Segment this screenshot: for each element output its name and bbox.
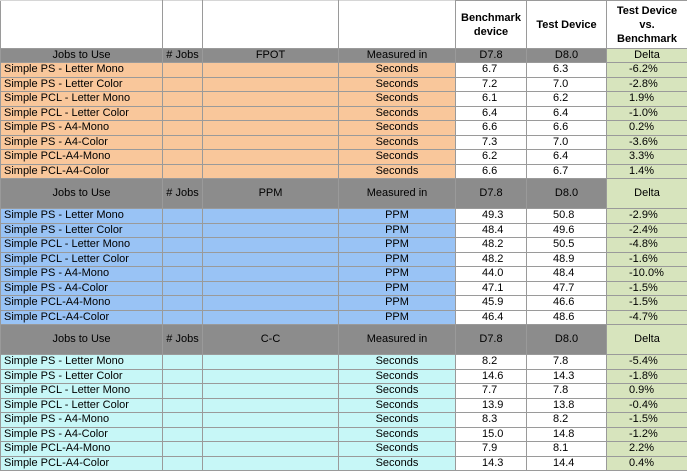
num-jobs-cell[interactable] [163, 252, 203, 267]
num-jobs-cell[interactable] [163, 121, 203, 136]
num-jobs-cell[interactable] [163, 106, 203, 121]
unit-cell[interactable]: Seconds [339, 164, 456, 179]
test-value-cell[interactable]: 47.7 [527, 281, 607, 296]
test-value-cell[interactable]: 7.8 [527, 355, 607, 370]
delta-value-cell[interactable]: 2.2% [607, 442, 687, 457]
test-value-cell[interactable]: 7.0 [527, 77, 607, 92]
jobs-to-use-header[interactable]: Jobs to Use [1, 325, 163, 355]
test-value-cell[interactable]: 6.6 [527, 121, 607, 136]
unit-cell[interactable]: PPM [339, 238, 456, 253]
table-row [1, 223, 687, 238]
num-jobs-cell[interactable] [163, 413, 203, 428]
delta-column-header[interactable]: Delta [607, 49, 687, 63]
unit-cell[interactable]: PPM [339, 281, 456, 296]
job-name-cell[interactable]: Simple PCL - Letter Color [1, 398, 163, 413]
bench-value-cell[interactable]: 47.1 [456, 281, 527, 296]
metric-cell[interactable] [203, 135, 339, 150]
bench-value-cell[interactable]: 7.7 [456, 384, 527, 399]
metric-cell[interactable] [203, 281, 339, 296]
delta-value-cell[interactable]: 0.4% [607, 456, 687, 471]
metric-cell[interactable] [203, 296, 339, 311]
bench-value-cell[interactable]: 7.9 [456, 442, 527, 457]
unit-cell[interactable]: Seconds [339, 106, 456, 121]
table-row [1, 121, 687, 136]
delta-value-cell[interactable]: 1.4% [607, 164, 687, 179]
job-name-cell[interactable]: Simple PS - A4-Mono [1, 413, 163, 428]
unit-cell[interactable]: Seconds [339, 77, 456, 92]
metric-cell[interactable] [203, 355, 339, 370]
unit-cell[interactable]: PPM [339, 209, 456, 224]
metric-header[interactable]: PPM [203, 179, 339, 209]
num-jobs-cell[interactable] [163, 398, 203, 413]
test-value-cell[interactable]: 6.4 [527, 106, 607, 121]
num-jobs-cell[interactable] [163, 77, 203, 92]
section-header-row [1, 49, 687, 63]
unit-cell[interactable]: Seconds [339, 63, 456, 78]
num-jobs-cell[interactable] [163, 310, 203, 325]
delta-value-cell[interactable]: 3.3% [607, 150, 687, 165]
delta-column-header[interactable]: Delta [607, 325, 687, 355]
num-jobs-cell[interactable] [163, 427, 203, 442]
num-jobs-cell[interactable] [163, 63, 203, 78]
num-jobs-cell[interactable] [163, 442, 203, 457]
bench-value-cell[interactable]: 48.4 [456, 223, 527, 238]
unit-cell[interactable]: Seconds [339, 92, 456, 107]
job-name-cell[interactable]: Simple PS - Letter Color [1, 369, 163, 384]
measured-in-header[interactable]: Measured in [339, 49, 456, 63]
job-name-cell[interactable]: Simple PCL - Letter Color [1, 106, 163, 121]
unit-cell[interactable]: Seconds [339, 369, 456, 384]
unit-cell[interactable]: Seconds [339, 150, 456, 165]
measured-in-header[interactable]: Measured in [339, 179, 456, 209]
test-value-cell[interactable]: 14.3 [527, 369, 607, 384]
test-version-header[interactable]: D8.0 [527, 325, 607, 355]
job-name-cell[interactable]: Simple PS - A4-Mono [1, 267, 163, 282]
metric-cell[interactable] [203, 164, 339, 179]
test-value-cell[interactable]: 7.8 [527, 384, 607, 399]
delta-value-cell[interactable]: -0.4% [607, 398, 687, 413]
unit-cell[interactable]: Seconds [339, 135, 456, 150]
table-row [1, 427, 687, 442]
bench-value-cell[interactable]: 6.2 [456, 150, 527, 165]
metric-cell[interactable] [203, 267, 339, 282]
delta-header[interactable]: Test Device vs. Benchmark [607, 1, 687, 49]
bench-value-cell[interactable]: 6.1 [456, 92, 527, 107]
delta-value-cell[interactable]: -2.4% [607, 223, 687, 238]
test-version-header[interactable]: D8.0 [527, 179, 607, 209]
job-name-cell[interactable]: Simple PS - A4-Color [1, 427, 163, 442]
table-row [1, 456, 687, 471]
benchmark-device-header[interactable]: Benchmark device [456, 1, 527, 49]
metric-cell[interactable] [203, 369, 339, 384]
table-row [1, 442, 687, 457]
metric-cell[interactable] [203, 413, 339, 428]
unit-cell[interactable]: Seconds [339, 398, 456, 413]
test-value-cell[interactable]: 13.8 [527, 398, 607, 413]
test-value-cell[interactable]: 14.8 [527, 427, 607, 442]
table-row [1, 267, 687, 282]
num-jobs-cell[interactable] [163, 150, 203, 165]
bench-value-cell[interactable]: 6.6 [456, 121, 527, 136]
test-value-cell[interactable]: 6.4 [527, 150, 607, 165]
job-name-cell[interactable]: Simple PS - Letter Color [1, 223, 163, 238]
job-name-cell[interactable]: Simple PS - Letter Mono [1, 63, 163, 78]
cell[interactable] [1, 1, 163, 49]
test-value-cell[interactable]: 6.7 [527, 164, 607, 179]
num-jobs-cell[interactable] [163, 92, 203, 107]
metric-cell[interactable] [203, 238, 339, 253]
test-value-cell[interactable]: 6.2 [527, 92, 607, 107]
table-row [1, 135, 687, 150]
delta-value-cell[interactable]: -2.8% [607, 77, 687, 92]
test-value-cell[interactable]: 8.2 [527, 413, 607, 428]
bench-value-cell[interactable]: 6.4 [456, 106, 527, 121]
cell[interactable] [163, 1, 203, 49]
test-value-cell[interactable]: 49.6 [527, 223, 607, 238]
jobs-to-use-header[interactable]: Jobs to Use [1, 49, 163, 63]
bench-value-cell[interactable]: 14.6 [456, 369, 527, 384]
metric-cell[interactable] [203, 223, 339, 238]
delta-value-cell[interactable]: -1.5% [607, 281, 687, 296]
table-row [1, 355, 687, 370]
delta-value-cell[interactable]: -3.6% [607, 135, 687, 150]
bench-value-cell[interactable]: 13.9 [456, 398, 527, 413]
job-name-cell[interactable]: Simple PCL-A4-Mono [1, 442, 163, 457]
table-row [1, 92, 687, 107]
delta-value-cell[interactable]: -4.8% [607, 238, 687, 253]
job-name-cell[interactable]: Simple PS - A4-Color [1, 281, 163, 296]
bench-value-cell[interactable]: 7.2 [456, 77, 527, 92]
jobs-to-use-header[interactable]: Jobs to Use [1, 179, 163, 209]
metric-cell[interactable] [203, 209, 339, 224]
metric-cell[interactable] [203, 77, 339, 92]
test-value-cell[interactable]: 48.4 [527, 267, 607, 282]
num-jobs-cell[interactable] [163, 296, 203, 311]
test-value-cell[interactable]: 14.4 [527, 456, 607, 471]
delta-value-cell[interactable]: -4.7% [607, 310, 687, 325]
num-jobs-cell[interactable] [163, 223, 203, 238]
section-header-row [1, 179, 687, 209]
job-name-cell[interactable]: Simple PCL - Letter Mono [1, 92, 163, 107]
unit-cell[interactable]: PPM [339, 223, 456, 238]
job-name-cell[interactable]: Simple PS - Letter Color [1, 77, 163, 92]
delta-value-cell[interactable]: 1.9% [607, 92, 687, 107]
num-jobs-cell[interactable] [163, 369, 203, 384]
delta-value-cell[interactable]: -1.5% [607, 296, 687, 311]
test-value-cell[interactable]: 8.1 [527, 442, 607, 457]
table-row [1, 384, 687, 399]
num-jobs-cell[interactable] [163, 355, 203, 370]
unit-cell[interactable]: PPM [339, 252, 456, 267]
table-row [1, 238, 687, 253]
bench-value-cell[interactable]: 8.2 [456, 355, 527, 370]
test-value-cell[interactable]: 46.6 [527, 296, 607, 311]
table-row [1, 150, 687, 165]
metric-cell[interactable] [203, 150, 339, 165]
job-name-cell[interactable]: Simple PCL - Letter Mono [1, 384, 163, 399]
unit-cell[interactable]: PPM [339, 267, 456, 282]
bench-version-header[interactable]: D7.8 [456, 49, 527, 63]
unit-cell[interactable]: Seconds [339, 384, 456, 399]
delta-value-cell[interactable]: -2.9% [607, 209, 687, 224]
metric-cell[interactable] [203, 121, 339, 136]
num-jobs-cell[interactable] [163, 281, 203, 296]
unit-cell[interactable]: Seconds [339, 413, 456, 428]
num-jobs-cell[interactable] [163, 209, 203, 224]
job-name-cell[interactable]: Simple PCL-A4-Color [1, 310, 163, 325]
table-row [1, 369, 687, 384]
delta-value-cell[interactable]: -1.8% [607, 369, 687, 384]
job-name-cell[interactable]: Simple PS - Letter Mono [1, 355, 163, 370]
cell[interactable] [203, 1, 339, 49]
metric-header[interactable]: C-C [203, 325, 339, 355]
table-row [1, 106, 687, 121]
test-value-cell[interactable]: 48.6 [527, 310, 607, 325]
delta-value-cell[interactable]: -5.4% [607, 355, 687, 370]
num-jobs-cell[interactable] [163, 384, 203, 399]
test-value-cell[interactable]: 48.9 [527, 252, 607, 267]
table-row [1, 281, 687, 296]
bench-value-cell[interactable]: 14.3 [456, 456, 527, 471]
job-name-cell[interactable]: Simple PCL - Letter Mono [1, 238, 163, 253]
metric-cell[interactable] [203, 398, 339, 413]
job-name-cell[interactable]: Simple PCL-A4-Mono [1, 296, 163, 311]
bench-value-cell[interactable]: 46.4 [456, 310, 527, 325]
test-device-header[interactable]: Test Device [527, 1, 607, 49]
delta-value-cell[interactable]: 0.2% [607, 121, 687, 136]
bench-value-cell[interactable]: 6.7 [456, 63, 527, 78]
metric-cell[interactable] [203, 252, 339, 267]
metric-cell[interactable] [203, 63, 339, 78]
num-jobs-cell[interactable] [163, 135, 203, 150]
table-row [1, 310, 687, 325]
delta-value-cell[interactable]: -1.2% [607, 427, 687, 442]
bench-value-cell[interactable]: 6.6 [456, 164, 527, 179]
job-name-cell[interactable]: Simple PCL-A4-Color [1, 164, 163, 179]
delta-value-cell[interactable]: 0.9% [607, 384, 687, 399]
num-jobs-header[interactable]: # Jobs [163, 179, 203, 209]
unit-cell[interactable]: Seconds [339, 442, 456, 457]
cell[interactable] [339, 1, 456, 49]
bench-value-cell[interactable]: 44.0 [456, 267, 527, 282]
table-row [1, 398, 687, 413]
section-header-row [1, 325, 687, 355]
metric-cell[interactable] [203, 442, 339, 457]
bench-value-cell[interactable]: 48.2 [456, 238, 527, 253]
delta-value-cell[interactable]: -1.0% [607, 106, 687, 121]
num-jobs-cell[interactable] [163, 456, 203, 471]
metric-header[interactable]: FPOT [203, 49, 339, 63]
test-value-cell[interactable]: 50.5 [527, 238, 607, 253]
table-row [1, 296, 687, 311]
table-row [1, 77, 687, 92]
test-version-header[interactable]: D8.0 [527, 49, 607, 63]
bench-value-cell[interactable]: 48.2 [456, 252, 527, 267]
table-row [1, 209, 687, 224]
top-header-row [1, 1, 687, 49]
metric-cell[interactable] [203, 92, 339, 107]
test-value-cell[interactable]: 50.8 [527, 209, 607, 224]
unit-cell[interactable]: PPM [339, 310, 456, 325]
delta-column-header[interactable]: Delta [607, 179, 687, 209]
table-row [1, 164, 687, 179]
table-row [1, 63, 687, 78]
metric-cell[interactable] [203, 427, 339, 442]
job-name-cell[interactable]: Simple PS - A4-Mono [1, 121, 163, 136]
table-row [1, 252, 687, 267]
measured-in-header[interactable]: Measured in [339, 325, 456, 355]
delta-value-cell[interactable]: -10.0% [607, 267, 687, 282]
metric-cell[interactable] [203, 384, 339, 399]
metric-cell[interactable] [203, 106, 339, 121]
num-jobs-cell[interactable] [163, 267, 203, 282]
num-jobs-cell[interactable] [163, 238, 203, 253]
bench-value-cell[interactable]: 8.3 [456, 413, 527, 428]
bench-value-cell[interactable]: 15.0 [456, 427, 527, 442]
num-jobs-header[interactable]: # Jobs [163, 325, 203, 355]
test-value-cell[interactable]: 7.0 [527, 135, 607, 150]
job-name-cell[interactable]: Simple PCL - Letter Color [1, 252, 163, 267]
job-name-cell[interactable]: Simple PCL-A4-Color [1, 456, 163, 471]
delta-value-cell[interactable]: -6.2% [607, 63, 687, 78]
bench-value-cell[interactable]: 45.9 [456, 296, 527, 311]
test-value-cell[interactable]: 6.3 [527, 63, 607, 78]
table-row [1, 413, 687, 428]
bench-value-cell[interactable]: 49.3 [456, 209, 527, 224]
num-jobs-header[interactable]: # Jobs [163, 49, 203, 63]
bench-version-header[interactable]: D7.8 [456, 325, 527, 355]
job-name-cell[interactable]: Simple PCL-A4-Mono [1, 150, 163, 165]
unit-cell[interactable]: Seconds [339, 355, 456, 370]
metric-cell[interactable] [203, 310, 339, 325]
delta-value-cell[interactable]: -1.5% [607, 413, 687, 428]
bench-value-cell[interactable]: 7.3 [456, 135, 527, 150]
delta-value-cell[interactable]: -1.6% [607, 252, 687, 267]
num-jobs-cell[interactable] [163, 164, 203, 179]
metric-cell[interactable] [203, 456, 339, 471]
job-name-cell[interactable]: Simple PS - Letter Mono [1, 209, 163, 224]
unit-cell[interactable]: PPM [339, 296, 456, 311]
unit-cell[interactable]: Seconds [339, 456, 456, 471]
unit-cell[interactable]: Seconds [339, 427, 456, 442]
unit-cell[interactable]: Seconds [339, 121, 456, 136]
bench-version-header[interactable]: D7.8 [456, 179, 527, 209]
job-name-cell[interactable]: Simple PS - A4-Color [1, 135, 163, 150]
